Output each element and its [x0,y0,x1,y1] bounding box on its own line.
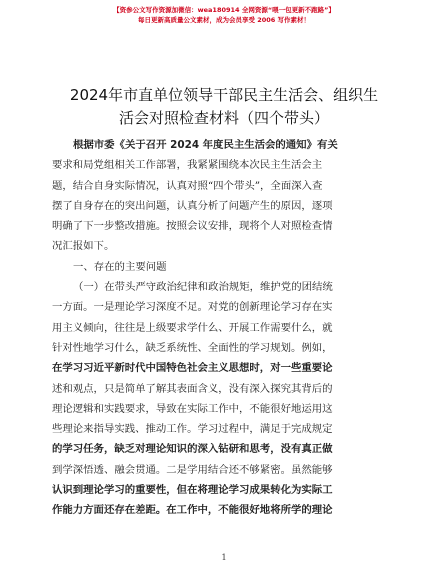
section-line-11: 认识到理论学习的重要性，但在将理论学习成果转化为实际工 [52,484,333,497]
section-line-9: 的学习任务，缺乏对理论知识的深入钻研和思考，没有真正做 [52,443,333,456]
title-line-2: 活会对照检查材料（四个带头） [118,109,329,127]
section-line-5: 在学习习近平新时代中国特色社会主义思想时，对一些重要论 [52,362,333,375]
section-line-10: 到学深悟透、融会贯通。二是学用结合还不够紧密。虽然能够 [52,463,333,476]
section-line-3: 用主义倾向，往往是上级要求学什么、开展工作需要什么，就 [52,321,333,334]
document-body [52,135,400,521]
section-heading: 一、存在的主要问题 [73,260,167,273]
section-line-1: （一）在带头严守政治纪律和政治规矩，维护党的团结统 [73,281,333,294]
intro-line-4: 摆了自身存在的突出问题，认真分析了问题产生的原因，逐项 [52,199,333,212]
section-line-12: 作能力方面还存在差距。在工作中，不能很好地将所学的理论 [52,504,333,517]
title-line-1: 2024年市直单位领导干部民主生活会、组织生 [69,86,379,104]
intro-line-2: 要求和局党组相关工作部署，我紧紧围绕本次民主生活会主 [52,159,323,172]
section-line-4: 针对性地学习什么，缺乏系统性、全面性的学习规划。例如， [52,341,333,354]
intro-line-1: 根据市委《关于召开 2024 年度民主生活会的通知》有关 [73,139,338,151]
intro-line-3: 题，结合自身实际情况，认真对照“四个带头”，全面深入查 [52,179,323,192]
section-line-2: 一方面。一是理论学习深度不足。对党的创新理论学习存在实 [52,301,333,314]
promo-banner [0,5,448,25]
intro-line-6: 况汇报如下。 [52,240,115,253]
document-title [40,84,408,130]
section-line-8: 些理论来指导实践、推动工作。学习过程中，满足于完成规定 [52,423,333,436]
section-line-7: 理论逻辑和实践要求，导致在实际工作中，不能很好地运用这 [52,402,333,415]
intro-line-5: 明确了下一步整改措施。按照会议安排，现将个人对照检查情 [52,220,333,233]
section-line-6: 述和观点，只是简单了解其表面含义，没有深入探究其背后的 [52,382,333,395]
promo-banner-line-1: 【资参公文写作资源加微信：wea180914 全网资源“喂一包更新不跑路”】 [113,6,335,14]
promo-banner-line-2: 每日更新高质量公文素材，成为会员享受 2006 写作素材！ [137,16,311,24]
page-number: 1 [221,553,227,562]
